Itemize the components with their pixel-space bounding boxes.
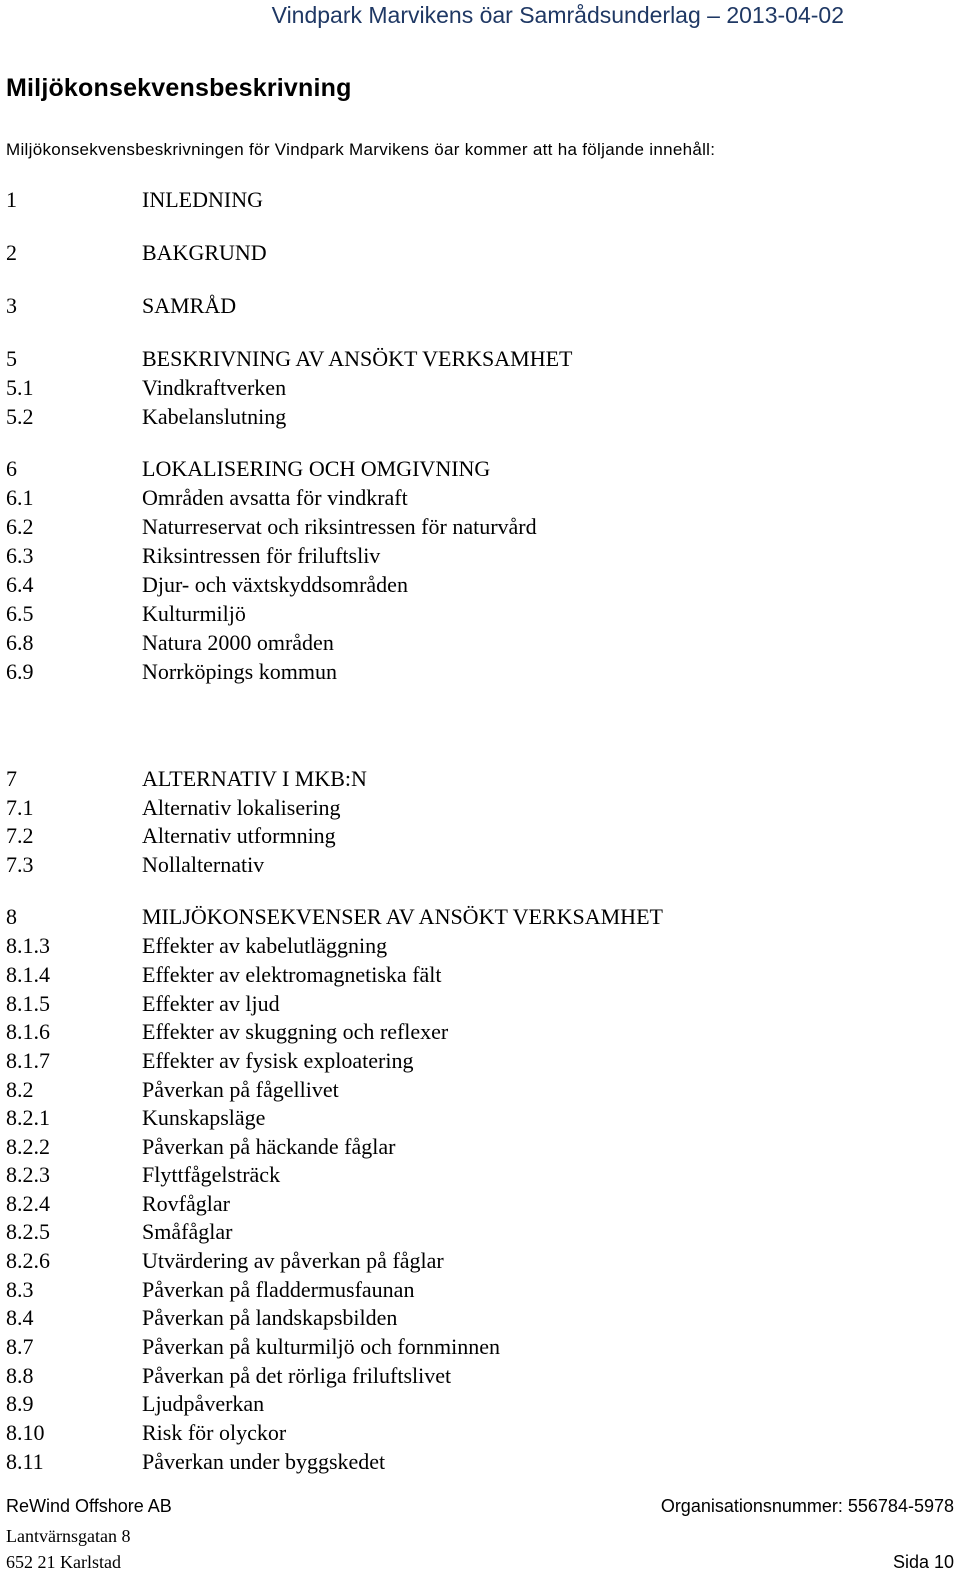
toc-entry-label: Nollalternativ — [142, 852, 265, 877]
document-title: Miljökonsekvensbeskrivning — [6, 74, 352, 102]
toc-entry-label: Områden avsatta för vindkraft — [142, 485, 408, 510]
toc-entry-label: INLEDNING — [142, 187, 263, 212]
toc-entry-label: Flyttfågelsträck — [142, 1162, 281, 1187]
toc-entry-label: Kulturmiljö — [142, 601, 246, 626]
toc-entry-label: Kunskapsläge — [142, 1105, 266, 1130]
page-footer — [0, 1494, 960, 1588]
page-header: Vindpark Marvikens öar Samrådsunderlag – 2013-04-02 — [271, 2, 844, 28]
toc-entry-number: 8 — [6, 904, 17, 929]
toc-entry-label: Risk för olyckor — [142, 1420, 287, 1445]
toc-entry-number: 8.2.4 — [6, 1191, 50, 1216]
toc-entry-number: 5 — [6, 346, 17, 371]
toc-entry-number: 7.1 — [6, 795, 34, 820]
toc-entry-number: 6.2 — [6, 514, 34, 539]
footer-city: 652 21 Karlstad — [6, 1552, 121, 1572]
toc-entry-number: 8.9 — [6, 1391, 34, 1416]
toc-entry-label: BAKGRUND — [142, 240, 267, 265]
toc-entry-label: Påverkan under byggskedet — [142, 1449, 386, 1474]
toc-entry-label: Riksintressen för friluftsliv — [142, 543, 381, 568]
toc-entry-label: Småfåglar — [142, 1219, 233, 1244]
toc-entry-number: 5.2 — [6, 404, 34, 429]
toc-entry-label: Påverkan på landskapsbilden — [142, 1305, 398, 1330]
toc-entry-number: 6.1 — [6, 485, 34, 510]
toc-entry-number: 6.8 — [6, 630, 34, 655]
toc-entry-number: 6.3 — [6, 543, 34, 568]
toc-entry-label: Effekter av ljud — [142, 991, 280, 1016]
toc-entry-number: 1 — [6, 187, 17, 212]
toc-entry-label: Norrköpings kommun — [142, 659, 337, 684]
toc-entry-label: Effekter av skuggning och reflexer — [142, 1019, 449, 1044]
toc-entry-label: Påverkan på häckande fåglar — [142, 1134, 396, 1159]
toc-entry-label: Kabelanslutning — [142, 404, 287, 429]
toc-entry-label: Ljudpåverkan — [142, 1391, 265, 1416]
toc-entry-label: Påverkan på fågellivet — [142, 1077, 339, 1102]
footer-company: ReWind Offshore AB — [6, 1496, 172, 1516]
toc-entry-number: 8.1.3 — [6, 933, 50, 958]
toc-entry-label: Naturreservat och riksintressen för naturvård — [142, 514, 537, 539]
toc-entry-number: 7.2 — [6, 823, 34, 848]
toc-entry-number: 8.4 — [6, 1305, 34, 1330]
toc-entry-label: Effekter av elektromagnetiska fält — [142, 962, 442, 987]
toc-entry-number: 8.3 — [6, 1277, 34, 1302]
toc-entry-number: 8.8 — [6, 1363, 34, 1388]
toc-entry-number: 6 — [6, 456, 17, 481]
toc-entry-label: Effekter av fysisk exploatering — [142, 1048, 414, 1073]
toc-entry-label: LOKALISERING OCH OMGIVNING — [142, 456, 491, 481]
intro-paragraph: Miljökonsekvensbeskrivningen för Vindpark Marvikens öar kommer att ha följande innehåll: — [6, 140, 716, 159]
toc-entry-number: 8.1.5 — [6, 991, 50, 1016]
toc-entry-number: 6.5 — [6, 601, 34, 626]
toc-entry-label: Vindkraftverken — [142, 375, 287, 400]
toc-entry-number: 5.1 — [6, 375, 34, 400]
toc-entry-number: 8.2.6 — [6, 1248, 50, 1273]
toc-entry-number: 8.2.5 — [6, 1219, 50, 1244]
toc-entry-label: SAMRÅD — [142, 293, 237, 318]
toc-entry-label: Alternativ utformning — [142, 823, 336, 848]
toc-entry-label: MILJÖKONSEKVENSER AV ANSÖKT VERKSAMHET — [142, 904, 663, 929]
toc-entry-number: 3 — [6, 293, 17, 318]
toc-entry-label: Påverkan på det rörliga friluftslivet — [142, 1363, 452, 1388]
toc-entry-label: Påverkan på kulturmiljö och fornminnen — [142, 1334, 501, 1359]
toc-entry-number: 8.1.4 — [6, 962, 50, 987]
toc-entry-label: Rovfåglar — [142, 1191, 230, 1216]
toc-entry-number: 8.1.6 — [6, 1019, 50, 1044]
toc-entry-number: 8.2.3 — [6, 1162, 50, 1187]
toc-entry-number: 8.11 — [6, 1449, 44, 1474]
toc-entry-number: 7 — [6, 766, 17, 791]
toc-entry-label: BESKRIVNING AV ANSÖKT VERKSAMHET — [142, 346, 573, 371]
toc-entry-number: 8.2.1 — [6, 1105, 50, 1130]
toc-entry-label: Alternativ lokalisering — [142, 795, 341, 820]
toc-entry-number: 8.7 — [6, 1334, 34, 1359]
toc-entry-number: 8.2 — [6, 1077, 34, 1102]
toc-entry-number: 7.3 — [6, 852, 34, 877]
toc-entry-label: Natura 2000 områden — [142, 630, 334, 655]
toc-entry-label: ALTERNATIV I MKB:N — [142, 766, 367, 791]
toc-entry-label: Påverkan på fladdermusfaunan — [142, 1277, 415, 1302]
toc-entry-number: 6.4 — [6, 572, 34, 597]
toc-entry-label: Djur- och växtskyddsområden — [142, 572, 408, 597]
toc-entry-number: 8.2.2 — [6, 1134, 50, 1159]
toc-entry-number: 2 — [6, 240, 17, 265]
toc-entry-label: Effekter av kabelutläggning — [142, 933, 388, 958]
toc-entry-number: 8.10 — [6, 1420, 45, 1445]
toc-entry-number: 6.9 — [6, 659, 34, 684]
footer-page-number: Sida 10 — [892, 1552, 954, 1572]
footer-org-number: Organisationsnummer: 556784-5978 — [660, 1496, 954, 1516]
toc-entry-number: 8.1.7 — [6, 1048, 50, 1073]
toc-entry-label: Utvärdering av påverkan på fåglar — [142, 1248, 444, 1273]
footer-street: Lantvärnsgatan 8 — [6, 1526, 131, 1546]
